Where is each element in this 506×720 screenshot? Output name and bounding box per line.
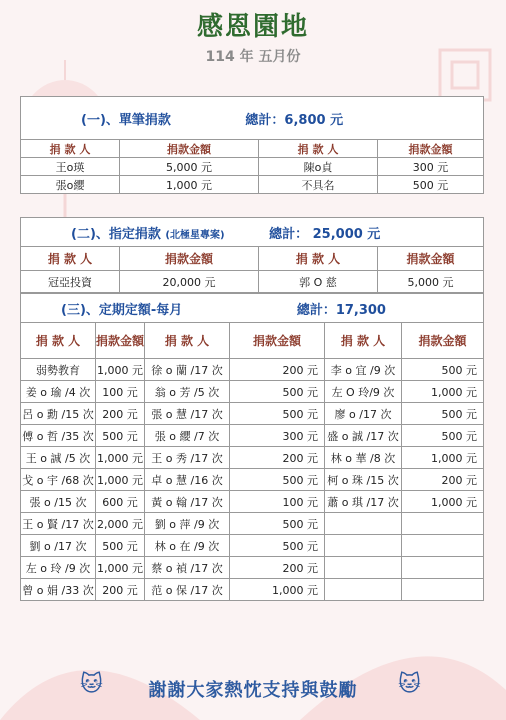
table-row: [21, 579, 484, 601]
donation-amount: 100 元: [230, 491, 325, 513]
donation-amount: 1,000 元: [96, 447, 145, 469]
section1-header-cell: 捐款金額: [378, 140, 484, 158]
donation-amount: 500 元: [96, 535, 145, 557]
section3-header-cell: 捐 款 人: [325, 323, 402, 359]
table-row: [21, 425, 484, 447]
section3-header-cell: 捐 款 人: [21, 323, 96, 359]
donor-name: 郭 O 慈: [259, 271, 378, 293]
section2-heading: (二)、指定捐款: [71, 226, 161, 242]
table-row: [21, 491, 484, 513]
donor-name: 冠亞投資: [21, 271, 120, 293]
donor-name: 左 O 玲/9 次: [325, 381, 402, 403]
donation-amount: 500 元: [230, 403, 325, 425]
donation-amount: 500 元: [378, 176, 484, 194]
section1-heading: (一)、單筆捐款: [81, 112, 171, 128]
section2-header-cell: 捐 款 人: [21, 247, 120, 271]
section2-note: (北極星專案): [165, 229, 225, 241]
table-row: [21, 535, 484, 557]
donor-name: 姜 o 瑜 /4 次: [21, 381, 96, 403]
section3-total: 總計：17,300: [296, 302, 386, 318]
donor-name: 李 o 宜 /9 次: [325, 359, 402, 381]
donation-amount: 500 元: [402, 359, 484, 381]
section1-header-cell: 捐 款 人: [259, 140, 378, 158]
section1-header-cell: 捐款金額: [120, 140, 259, 158]
page-title: 感恩園地: [196, 12, 309, 42]
section3-header-cell: 捐款金額: [96, 323, 145, 359]
table-row: [21, 403, 484, 425]
section1-total: 總計：6,800 元: [245, 112, 344, 128]
table-row: [21, 176, 484, 194]
footer-text: 謝謝大家熱忱支持與鼓勵: [148, 680, 358, 701]
donor-name: 戈 o 宇 /68 次: [21, 469, 96, 491]
donor-name: 不具名: [259, 176, 378, 194]
table-row: [21, 158, 484, 176]
section3-header-cell: 捐款金額: [402, 323, 484, 359]
section1-table: [20, 96, 484, 194]
section1-header: [21, 97, 484, 140]
donor-name: 林 o 在 /9 次: [145, 535, 230, 557]
donor-name: [325, 579, 402, 601]
donation-amount: 500 元: [402, 403, 484, 425]
donation-amount: 1,000 元: [96, 469, 145, 491]
donation-amount: 100 元: [96, 381, 145, 403]
donor-name: 徐 o 蘭 /17 次: [145, 359, 230, 381]
section2-header-cell: 捐款金額: [120, 247, 259, 271]
donor-name: 柯 o 珠 /15 次: [325, 469, 402, 491]
cat-icon: 🐱: [398, 672, 422, 697]
donation-amount: 1,000 元: [96, 557, 145, 579]
donation-amount: 500 元: [230, 535, 325, 557]
donor-name: 黃 o 翰 /17 次: [145, 491, 230, 513]
donation-amount: 200 元: [96, 403, 145, 425]
donor-name: 王 o 賢 /17 次: [21, 513, 96, 535]
section2-total: 總計： 25,000 元: [269, 226, 381, 242]
donor-name: 林 o 華 /8 次: [325, 447, 402, 469]
donor-name: 王 o 誠 /5 次: [21, 447, 96, 469]
section3-heading: (三)、定期定額-每月: [61, 302, 183, 318]
donor-name: 劉 o 萍 /9 次: [145, 513, 230, 535]
donor-name: 曾 o 娟 /33 次: [21, 579, 96, 601]
donor-name: 弱勢教育: [21, 359, 96, 381]
section1-header-cell: 捐 款 人: [21, 140, 120, 158]
donation-amount: 1,000 元: [96, 359, 145, 381]
donor-name: 左 o 玲 /9 次: [21, 557, 96, 579]
section3-header-cell: 捐 款 人: [145, 323, 230, 359]
donation-amount: 1,000 元: [230, 579, 325, 601]
donation-amount: 500 元: [230, 469, 325, 491]
donation-amount: 1,000 元: [402, 381, 484, 403]
donation-amount: [402, 557, 484, 579]
page-subtitle: 114 年 五月份: [205, 49, 301, 65]
donor-name: 張 o /15 次: [21, 491, 96, 513]
section2-header-cell: 捐款金額: [378, 247, 484, 271]
donation-amount: 500 元: [96, 425, 145, 447]
donor-name: 呂 o 勳 /15 次: [21, 403, 96, 425]
table-row: [21, 381, 484, 403]
donor-name: 廖 o /17 次: [325, 403, 402, 425]
donor-name: 張 o 慧 /17 次: [145, 403, 230, 425]
footer-thanks: [0, 672, 506, 702]
donation-amount: 2,000 元: [96, 513, 145, 535]
donor-name: [325, 557, 402, 579]
donor-name: 傅 o 哲 /35 次: [21, 425, 96, 447]
donation-amount: 500 元: [230, 513, 325, 535]
donor-name: 卓 o 慧 /16 次: [145, 469, 230, 491]
donation-amount: 200 元: [230, 447, 325, 469]
section2-header: [21, 218, 484, 247]
donor-name: 王 o 秀 /17 次: [145, 447, 230, 469]
donation-amount: 200 元: [230, 359, 325, 381]
donor-name: 范 o 保 /17 次: [145, 579, 230, 601]
donor-name: 盛 o 誠 /17 次: [325, 425, 402, 447]
fan-decoration: [0, 600, 506, 720]
table-row: [21, 557, 484, 579]
table-row: [21, 447, 484, 469]
donation-amount: 500 元: [230, 381, 325, 403]
donor-name: 劉 o /17 次: [21, 535, 96, 557]
donation-amount: 600 元: [96, 491, 145, 513]
section3-table: [20, 293, 484, 601]
donation-amount: 500 元: [402, 425, 484, 447]
donor-name: 蔡 o 禎 /17 次: [145, 557, 230, 579]
donation-amount: 300 元: [230, 425, 325, 447]
section2-header-cell: 捐 款 人: [259, 247, 378, 271]
donation-amount: 200 元: [96, 579, 145, 601]
donation-amount: 200 元: [402, 469, 484, 491]
donation-amount: 1,000 元: [402, 491, 484, 513]
donation-amount: [402, 579, 484, 601]
donor-name: 翁 o 芳 /5 次: [145, 381, 230, 403]
donation-amount: 200 元: [230, 557, 325, 579]
donation-amount: [402, 513, 484, 535]
donation-amount: 1,000 元: [120, 176, 259, 194]
table-row: [21, 513, 484, 535]
section3-header-cell: 捐款金額: [230, 323, 325, 359]
section2-table: [20, 217, 484, 293]
table-row: [21, 469, 484, 491]
donation-amount: 5,000 元: [378, 271, 484, 293]
donation-amount: [402, 535, 484, 557]
donor-name: 蕭 o 琪 /17 次: [325, 491, 402, 513]
donation-amount: 300 元: [378, 158, 484, 176]
section3-header: [21, 294, 484, 323]
donor-name: [325, 513, 402, 535]
donation-amount: 5,000 元: [120, 158, 259, 176]
donor-name: [325, 535, 402, 557]
cat-icon: 🐱: [80, 672, 104, 697]
donation-amount: 1,000 元: [402, 447, 484, 469]
table-row: [21, 359, 484, 381]
donor-name: 王o瑛: [21, 158, 120, 176]
donation-amount: 20,000 元: [120, 271, 259, 293]
donor-name: 陳o貞: [259, 158, 378, 176]
table-row: [21, 271, 484, 293]
donor-name: 張 o 纓 /7 次: [145, 425, 230, 447]
donor-name: 張o纓: [21, 176, 120, 194]
